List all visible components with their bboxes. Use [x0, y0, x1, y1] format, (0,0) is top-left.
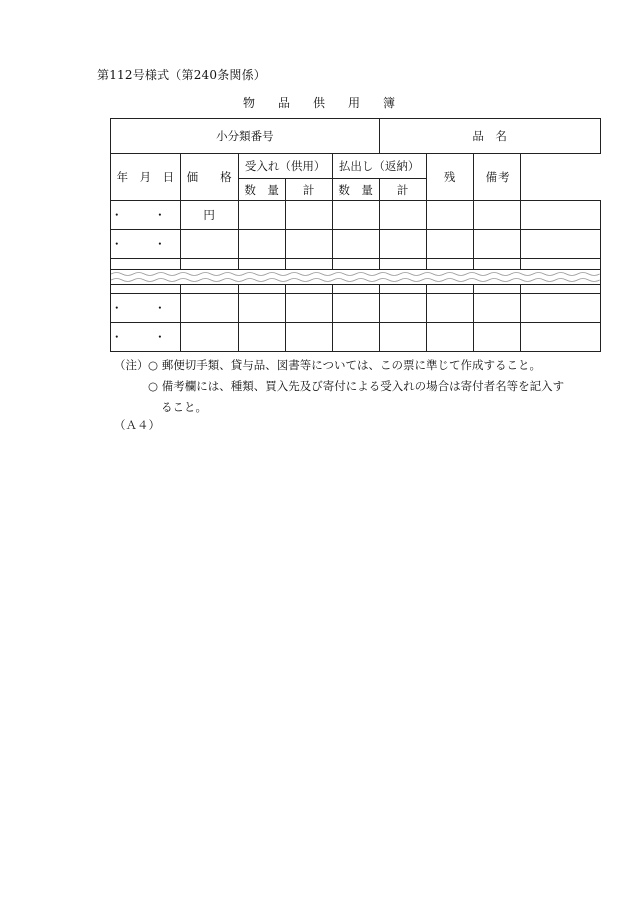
subcategory-number-label: 小分類番号: [111, 119, 380, 154]
table-cell: [473, 294, 520, 323]
table-cell: [520, 294, 600, 323]
table-cell: [332, 201, 379, 230]
table-cell: [520, 230, 600, 259]
table-cell: [285, 285, 332, 294]
table-cell: [180, 285, 238, 294]
table-cell: [379, 201, 426, 230]
issued-quantity-header: 数 量: [332, 179, 379, 201]
table-cell: [426, 201, 473, 230]
table-cell: [332, 285, 379, 294]
price-header-char: 格: [220, 170, 232, 184]
table-cell: [473, 201, 520, 230]
table-cell: [111, 259, 181, 270]
table-cell: [332, 323, 379, 352]
table-cell: [238, 230, 285, 259]
remarks-header-char: 考: [498, 170, 510, 184]
table-cell: [285, 323, 332, 352]
table-cell: [473, 285, 520, 294]
title-char: 品: [278, 96, 291, 110]
note-item: [114, 355, 564, 376]
table-row: [111, 230, 601, 259]
balance-header: 残: [426, 154, 473, 201]
table-cell: [379, 259, 426, 270]
table-cell: [473, 323, 520, 352]
issued-header: 払出し（返納）: [332, 154, 426, 179]
title-char: 簿: [383, 96, 396, 110]
title-char: 物: [243, 96, 256, 110]
table-cell: [238, 285, 285, 294]
issued-total-header: 計: [379, 179, 426, 201]
omission-break: [111, 270, 601, 285]
date-header: 年 月 日: [111, 154, 181, 201]
table-cell: [180, 294, 238, 323]
table-cell: [426, 294, 473, 323]
paper-size-label: （Ａ４）: [114, 418, 160, 432]
price-header: [180, 154, 238, 201]
header-row: [111, 154, 601, 179]
received-total-header: 計: [285, 179, 332, 201]
table-cell: [379, 294, 426, 323]
table-cell: [473, 259, 520, 270]
table-cell: [332, 294, 379, 323]
form-title: [243, 94, 418, 111]
date-placeholder: ・ ・: [111, 201, 181, 230]
remarks-header: [473, 154, 520, 201]
table-cell: [379, 323, 426, 352]
table-cell: [285, 201, 332, 230]
table-cell: [426, 230, 473, 259]
received-header: 受入れ（供用）: [238, 154, 332, 179]
title-char: 用: [348, 96, 361, 110]
yen-unit: 円: [180, 201, 238, 230]
notes: [114, 355, 564, 418]
title-char: 供: [313, 96, 326, 110]
ledger-table: [110, 118, 601, 352]
table-cell: [285, 230, 332, 259]
table-cell: [180, 259, 238, 270]
wavy-break-line: [111, 270, 601, 285]
note-text: ○ 備考欄には、種類、買入先及び寄付による受入れの場合は寄付者名等を記入す: [148, 379, 565, 393]
table-cell: [520, 201, 600, 230]
table-row-partial: [111, 285, 601, 294]
table-cell: [285, 259, 332, 270]
table-cell: [238, 259, 285, 270]
table-cell: [426, 323, 473, 352]
table-cell: [473, 230, 520, 259]
table-cell: [426, 259, 473, 270]
date-placeholder: ・ ・: [111, 294, 181, 323]
table-cell: [238, 294, 285, 323]
table-row: [111, 323, 601, 352]
table-row-partial: [111, 259, 601, 270]
note-prefix: （注）: [114, 358, 149, 372]
form-number: 第112号様式（第240条関係）: [97, 68, 267, 82]
item-name-label: 品 名: [379, 119, 600, 154]
table-cell: [379, 230, 426, 259]
remarks-header-char: 備: [485, 170, 498, 184]
table-cell: [111, 285, 181, 294]
price-header-char: 価: [186, 170, 199, 184]
received-quantity-header: 数 量: [238, 179, 285, 201]
table-cell: [426, 285, 473, 294]
table-cell: [238, 201, 285, 230]
table-cell: [238, 323, 285, 352]
table-row: [111, 201, 601, 230]
note-item: [114, 376, 564, 397]
table-cell: [332, 230, 379, 259]
table-cell: [180, 230, 238, 259]
table-row: [111, 294, 601, 323]
note-text: ○ 郵便切手類、貸与品、図書等については、この票に準じて作成すること。: [148, 358, 541, 372]
table-cell: [379, 285, 426, 294]
table-cell: [332, 259, 379, 270]
table-cell: [520, 323, 600, 352]
ledger-top-row: [111, 119, 601, 154]
note-continuation: ること。: [161, 400, 207, 414]
date-placeholder: ・ ・: [111, 323, 181, 352]
date-placeholder: ・ ・: [111, 230, 181, 259]
table-cell: [180, 323, 238, 352]
table-cell: [520, 259, 600, 270]
table-cell: [520, 285, 600, 294]
table-cell: [285, 294, 332, 323]
